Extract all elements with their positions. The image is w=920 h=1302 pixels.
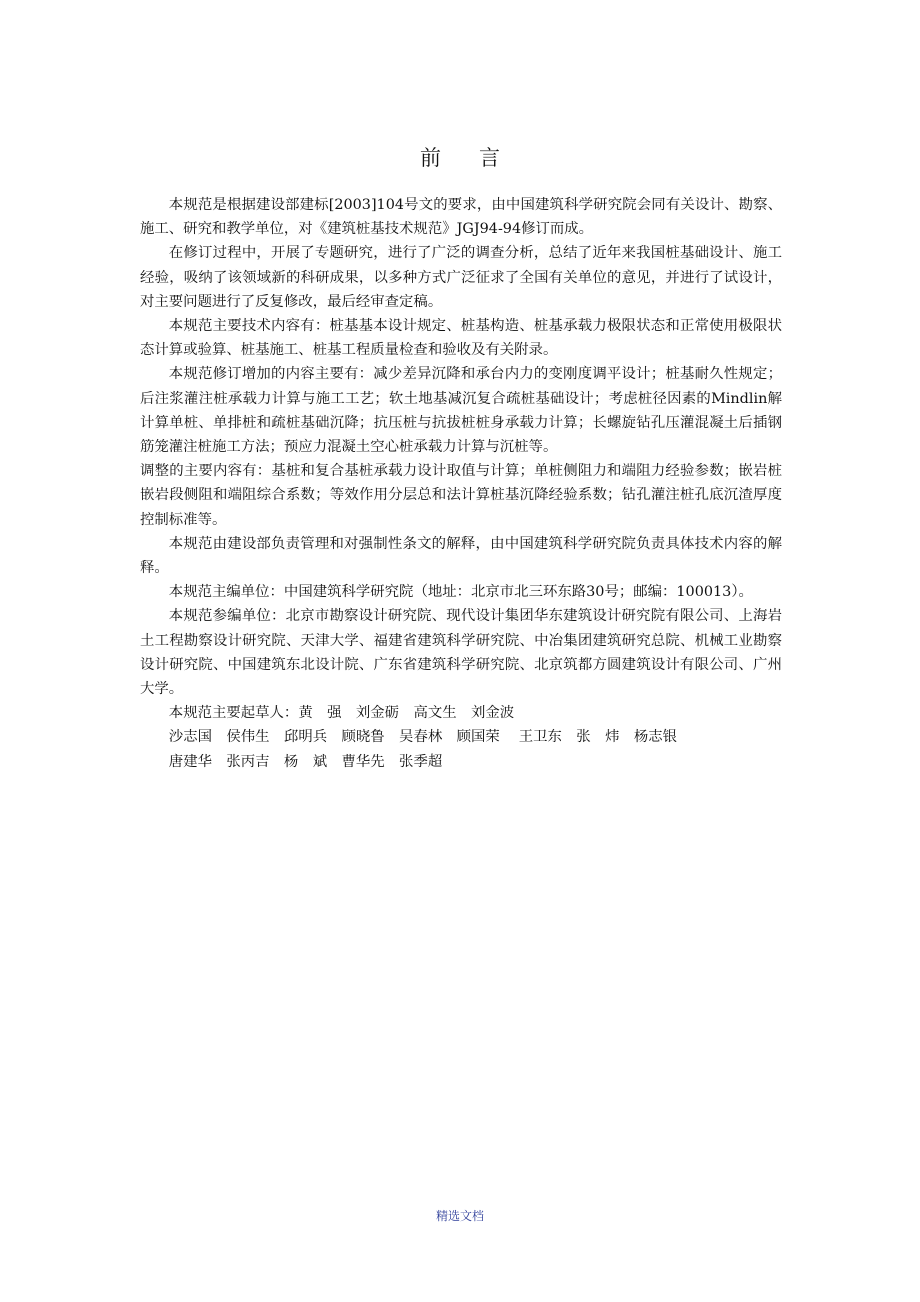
paragraph-chief-editor: 本规范主编单位：中国建筑科学研究院（地址：北京市北三环东路30号；邮编：100013）。 xyxy=(168,584,753,601)
drafters-line-2: 沙志国 侯伟生 邱明兵 顾晓鲁 吴春林 顾国荣 王卫东 张 炜 杨志银 xyxy=(168,729,678,746)
paragraph-basis: 本规范是根据建设部建标[2003]104号文的要求，由中国建筑科学研究院会同有关设计、勘察、施工、研究和教学单位，对《建筑桩基技术规范》JGJ94-94修订而成。 xyxy=(140,197,782,238)
paragraph-management: 本规范由建设部负责管理和对强制性条文的解释，由中国建筑科学研究院负责具体技术内容的解释。 xyxy=(140,535,782,577)
document-body xyxy=(140,193,782,774)
page-title: 前言 xyxy=(420,146,538,170)
paragraph-added-contents: 本规范修订增加的内容主要有：减少差异沉降和承台内力的变刚度调平设计；桩基耐久性规定；后注浆灌注桩承载力计算与施工工艺；软土地基减沉复合疏桩基础设计；考虑桩径因素的Mindlin解计算单桩、单排桩和疏桩基础沉降；抗压桩与抗拔桩桩身承载力计算；长螺旋钻孔压灌混凝土后插钢筋笼灌注桩施工方法；预应力混凝土空心桩承载力计算与沉桩等。 xyxy=(140,366,782,456)
drafters-line-1: 本规范主要起草人：黄 强 刘金砺 高文生 刘金波 xyxy=(168,705,515,722)
paragraph-main-contents: 本规范主要技术内容有：桩基基本设计规定、桩基构造、桩基承载力极限状态和正常使用极限状态计算或验算、桩基施工、桩基工程质量检查和验收及有关附录。 xyxy=(140,318,782,359)
paragraph-adjusted-contents: 调整的主要内容有：基桩和复合基桩承载力设计取值与计算；单桩侧阻力和端阻力经验参数；嵌岩桩嵌岩段侧阻和端阻综合系数；等效作用分层总和法计算桩基沉降经验系数；钻孔灌注桩孔底沉渣厚度控制标准等。 xyxy=(140,463,782,528)
page-footer: 精选文档 xyxy=(435,1209,484,1223)
drafters-line-3: 唐建华 张丙吉 杨 斌 曹华先 张季超 xyxy=(168,753,443,770)
paragraph-revision-process: 在修订过程中，开展了专题研究，进行了广泛的调查分析，总结了近年来我国桩基础设计、施工经验，吸纳了该领域新的科研成果，以多种方式广泛征求了全国有关单位的意见，并进行了试设计，对主要问题进行了反复修改，最后经审查定稿。 xyxy=(140,245,782,310)
paragraph-participants: 本规范参编单位：北京市勘察设计研究院、现代设计集团华东建筑设计研究院有限公司、上海岩土工程勘察设计研究院、天津大学、福建省建筑科学研究院、中冶集团建筑研究总院、机械工业勘察设计研究院、中国建筑东北设计院、广东省建筑科学研究院、北京筑都方圆建筑设计有限公司、广州大学。 xyxy=(140,608,782,698)
